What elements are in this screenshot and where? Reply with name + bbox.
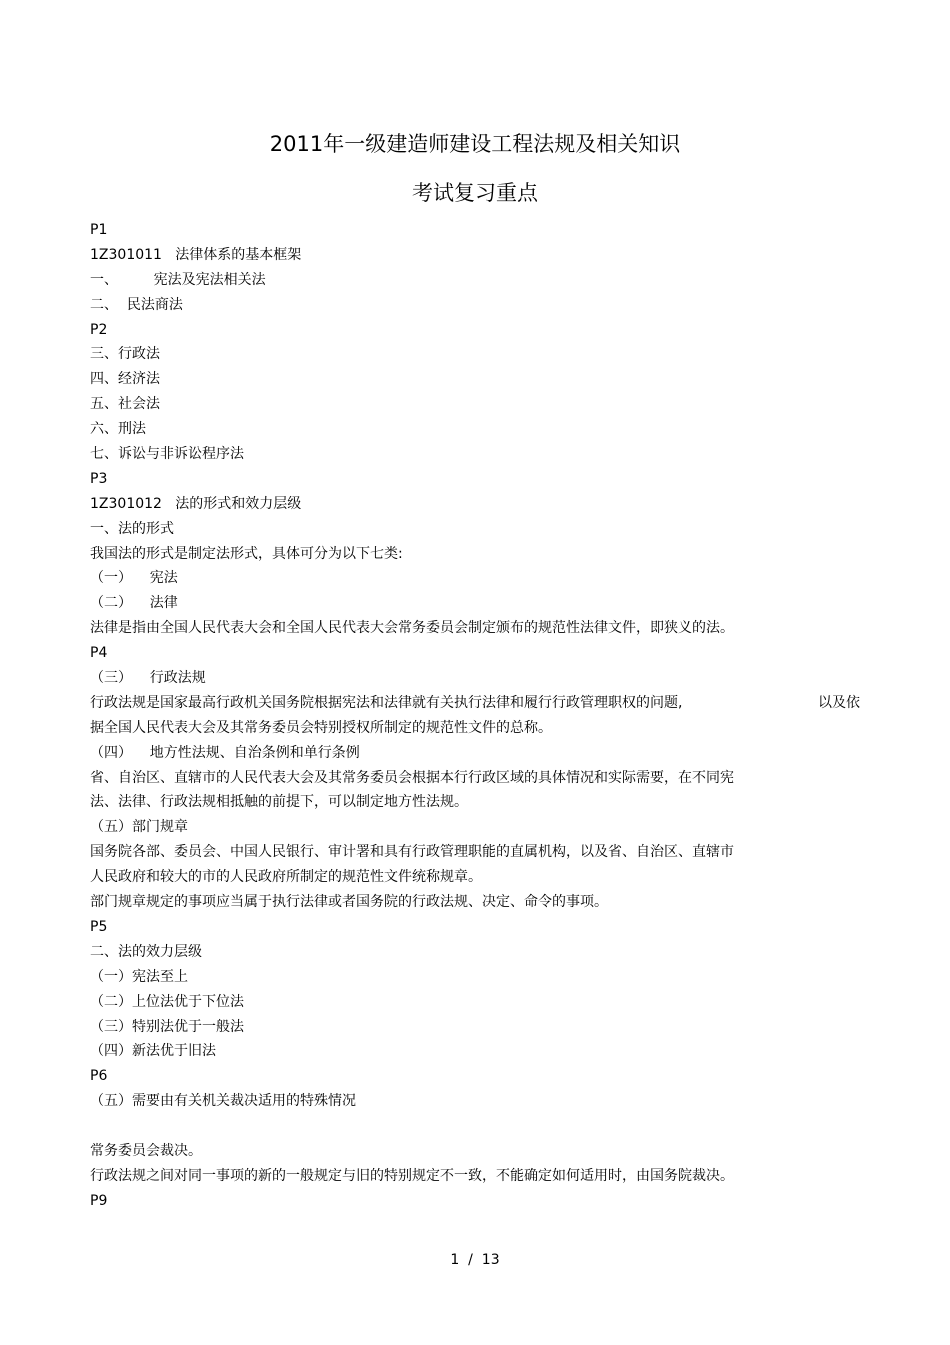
list-item: 二、 民法商法 xyxy=(90,296,183,313)
paragraph-line: 法、法律、行政法规相抵触的前提下，可以制定地方性法规。 xyxy=(90,794,468,811)
paragraph-line: 常务委员会裁决。 xyxy=(90,1142,202,1159)
list-item: 六、刑法 xyxy=(90,421,146,438)
section-heading: 1Z301011 法律体系的基本框架 xyxy=(90,246,302,263)
subsection-heading: 二、法的效力层级 xyxy=(90,943,202,960)
paragraph-line: 行政法规之间对同一事项的新的一般规定与旧的特别规定不一致，不能确定如何适用时，由国务院裁决。 xyxy=(90,1167,734,1184)
document-title: 2011年一级建造师建设工程法规及相关知识 xyxy=(269,132,681,156)
page-marker: P4 xyxy=(90,645,108,662)
page-marker: P2 xyxy=(90,321,108,338)
list-item: （一）宪法至上 xyxy=(90,968,188,985)
list-item: （二） 法律 xyxy=(90,595,178,612)
list-item: （四） 地方性法规、自治条例和单行条例 xyxy=(90,744,360,761)
paragraph-segment: 行政法规是国家最高行政机关国务院根据宪法和法律就有关执行法律和履行行政管理职权的问题, xyxy=(90,694,683,711)
list-item: 七、诉讼与非诉讼程序法 xyxy=(90,446,244,463)
list-item: （三）特别法优于一般法 xyxy=(90,1018,244,1035)
paragraph-line: 人民政府和较大的市的人民政府所制定的规范性文件统称规章。 xyxy=(90,869,482,886)
page-marker: P5 xyxy=(90,918,108,935)
list-item: （五）部门规章 xyxy=(90,819,188,836)
page-marker: P1 xyxy=(90,222,108,238)
section-heading: 1Z301012 法的形式和效力层级 xyxy=(90,495,302,512)
subsection-heading: 一、法的形式 xyxy=(90,520,174,537)
paragraph-line: 国务院各部、委员会、中国人民银行、审计署和具有行政管理职能的直属机构，以及省、自治区、直辖市 xyxy=(90,844,734,861)
paragraph-segment: 以及依 xyxy=(818,694,860,711)
list-item: 三、行政法 xyxy=(90,346,160,363)
paragraph-line: 据全国人民代表大会及其常务委员会特别授权所制定的规范性文件的总称。 xyxy=(90,719,552,736)
document-subtitle: 考试复习重点 xyxy=(412,181,538,205)
paragraph-line: 部门规章规定的事项应当属于执行法律或者国务院的行政法规、决定、命令的事项。 xyxy=(90,894,608,911)
document-body xyxy=(90,218,860,1214)
list-item: （四）新法优于旧法 xyxy=(90,1043,216,1060)
paragraph-line xyxy=(90,1114,860,1139)
list-item: （五）需要由有关机关裁决适用的特殊情况 xyxy=(90,1093,356,1110)
list-item: （三） 行政法规 xyxy=(90,670,206,687)
paragraph-line xyxy=(90,691,860,716)
page-marker: P6 xyxy=(90,1068,108,1085)
page-marker: P9 xyxy=(90,1192,108,1209)
list-item: 四、经济法 xyxy=(90,371,160,388)
list-item: （一） 宪法 xyxy=(90,570,178,587)
paragraph-line: 我国法的形式是制定法形式，具体可分为以下七类: xyxy=(90,545,403,562)
list-item: 一、 宪法及宪法相关法 xyxy=(90,271,266,288)
list-item: （二）上位法优于下位法 xyxy=(90,993,244,1010)
list-item: 五、社会法 xyxy=(90,396,160,413)
page-number: 1 / 13 xyxy=(450,1252,500,1268)
paragraph-line: 省、自治区、直辖市的人民代表大会及其常务委员会根据本行行政区域的具体情况和实际需要，在不同宪 xyxy=(90,769,734,786)
page-marker: P3 xyxy=(90,470,108,487)
paragraph-line: 法律是指由全国人民代表大会和全国人民代表大会常务委员会制定颁布的规范性法律文件，即狭义的法。 xyxy=(90,620,734,637)
